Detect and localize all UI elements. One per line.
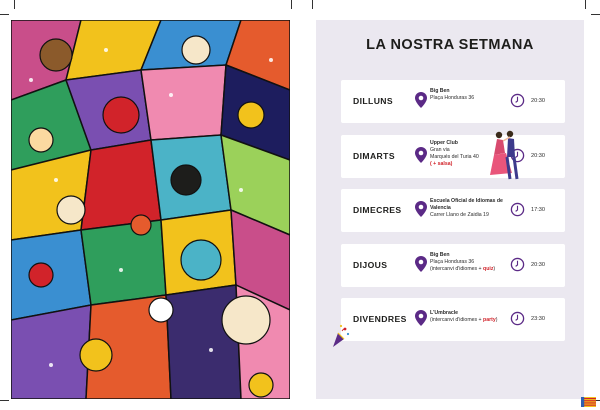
venue-address: Plaça Honduras 36 [430,259,475,265]
day-label: DILLUNS [353,96,394,106]
crop-mark [14,0,15,9]
event-time: 23:30 [531,316,545,322]
venue-name: L'Umbracle [430,310,459,316]
extra-highlight: salsa [437,161,451,167]
clock-icon [510,202,525,217]
event-time: 20:30 [531,153,545,159]
extra-prefix: ( + [430,161,438,167]
crop-mark [591,14,600,15]
collage-illustration [11,20,290,399]
venue-name: Upper Club [430,140,458,146]
map-pin-icon [415,310,427,326]
weekly-schedule-page [316,20,584,399]
venue-info [430,252,516,273]
extra-highlight: party [483,317,496,323]
map-pin-icon [415,147,427,163]
party-popper-illustration [330,323,350,349]
schedule-card-monday [341,80,565,123]
venue-address: Carrer Llano de Zaidia 19 [430,212,489,218]
venue-info [430,88,516,102]
day-label: DIMECRES [353,205,402,215]
day-label: DIMARTS [353,151,395,161]
clock-icon [510,311,525,326]
schedule-card-tuesday [341,135,565,178]
extra-suffix: ) [493,266,496,272]
extra-prefix: (intercanvi d'idiomes + [430,317,484,323]
venue-info [430,310,516,324]
day-label: DIVENDRES [353,314,407,324]
map-pin-icon [415,256,427,272]
crop-mark [585,0,586,9]
crop-mark [291,0,292,9]
venue-info [430,198,516,219]
venue-address-line1: Gran via [430,147,450,153]
venue-address-line2: Marqués del Turia 40 [430,154,479,160]
clock-icon [510,93,525,108]
dancing-couple-illustration [488,129,520,181]
venue-name: Big Ben [430,252,450,258]
crop-mark [0,14,9,15]
event-time: 17:30 [531,207,545,213]
venue-name: Big Ben [430,88,450,94]
extra-prefix: (intercanvi d'idiomes + [430,266,484,272]
venue-address: Plaça Honduras 36 [430,95,475,101]
schedule-card-thursday [341,244,565,287]
venue-name: Escuela Oficial de Idiomas de Valencia [430,198,503,211]
crop-mark [0,400,9,401]
crop-mark [312,0,313,9]
event-extra [430,317,516,324]
extra-suffix: ) [450,161,453,167]
valencian-flag-icon [581,397,596,407]
map-pin-icon [415,201,427,217]
day-label: DIJOUS [353,260,388,270]
extra-suffix: ) [495,317,498,323]
event-extra [430,266,516,273]
schedule-card-wednesday [341,189,565,232]
clock-icon [510,257,525,272]
event-time: 20:30 [531,262,545,268]
map-pin-icon [415,92,427,108]
schedule-card-friday [341,298,565,341]
page-title: LA NOSTRA SETMANA [366,37,534,53]
event-time: 20:30 [531,98,545,104]
extra-highlight: quiz [483,266,494,272]
